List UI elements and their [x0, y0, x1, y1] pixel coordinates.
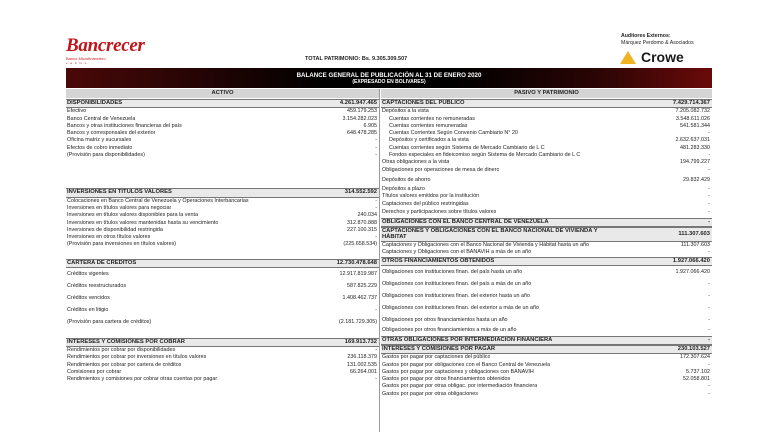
table-row — [381, 249, 712, 256]
section-row — [66, 99, 379, 108]
row-value: 29.832.429 — [683, 176, 710, 183]
row-value: - — [375, 346, 377, 353]
row-label: Cuentas corrientes remuneradas — [389, 122, 468, 129]
row-label: Fondos especiales en fideicomiso según Sistema de Mercado Cambiario de L C — [389, 152, 581, 159]
row-label: Obligaciones por otros financiamientos hasta un año — [382, 316, 508, 323]
row-value: 3.548.611.026 — [675, 115, 710, 122]
table-row — [66, 159, 379, 188]
table-row — [381, 242, 712, 249]
row-label: Colocaciones en Banco Central de Venezuela y Operaciones Interbancarias — [67, 197, 249, 204]
table-row — [381, 314, 712, 326]
row-value: 2.632.637.031 — [675, 137, 710, 144]
total-patrimonio: TOTAL PATRIMONIO: Bs. 9.305.309.507 — [305, 56, 408, 62]
row-value: - — [708, 383, 710, 390]
row-value: 481.283.330 — [680, 144, 710, 151]
row-value: 194.799.227 — [680, 159, 710, 166]
table-row — [381, 159, 712, 166]
row-label: Créditos vigentes — [67, 270, 109, 277]
section-row — [381, 257, 712, 266]
row-value: - — [708, 326, 710, 333]
row-label: Obligaciones con instituciones finan. del país a más de un año — [382, 280, 532, 287]
row-label: Obligaciones con instituciones finan. del exterior hasta un año — [382, 292, 531, 299]
row-value: 111.307.603 — [678, 230, 710, 237]
row-label: Obligaciones por otros financiamientos a más de un año — [382, 326, 517, 333]
table-row — [66, 123, 379, 130]
pasivo-table — [381, 99, 712, 398]
table-row — [381, 167, 712, 174]
row-label: Comisiones por cobrar — [67, 368, 122, 375]
row-value: 1.408.462.737 — [342, 294, 377, 301]
row-label: CAPTACIONES Y OBLIGACIONES CON EL BANCO NACIONAL DE VIVIENDA Y HÁBITAT — [382, 227, 598, 241]
row-label: Efectivo — [67, 108, 87, 115]
row-value: - — [375, 204, 377, 211]
row-label: Rendimientos por cobrar por disponibilidades — [67, 346, 176, 353]
row-label: Gastos por pagar por captaciones y obligaciones con BANAVIH — [382, 368, 534, 375]
row-label: Créditos vencidos — [67, 294, 110, 301]
bank-tagline-2: s.a.b.m.u. — [66, 61, 90, 65]
section-row — [381, 227, 712, 242]
row-label: CAPTACIONES DEL PÚBLICO — [382, 100, 465, 106]
table-row — [66, 268, 379, 280]
row-label: Depósitos a plazo — [382, 185, 425, 192]
row-label: Rendimientos por cobrar por inversiones en títulos valores — [67, 354, 207, 361]
table-row — [66, 152, 379, 159]
row-label: Efectos de cobro inmediato — [67, 144, 133, 151]
auditors-firm: Márquez Perdomo & Asociados — [621, 40, 694, 46]
table-row — [381, 186, 712, 193]
row-label: Gastos por pagar por obligaciones con el Banco Central de Venezuela — [382, 361, 551, 368]
row-value: 66.264.001 — [350, 368, 377, 375]
row-label: Rendimientos por cobrar por cartera de créditos — [67, 361, 182, 368]
table-row — [66, 212, 379, 219]
row-label: Captaciones y Obligaciones con el BANAVIH a más de un año — [382, 249, 532, 256]
row-value: - — [708, 130, 710, 137]
table-row — [381, 145, 712, 152]
row-value: - — [375, 376, 377, 383]
row-value: - — [708, 166, 710, 173]
row-label: OBLIGACIONES CON EL BANCO CENTRAL DE VENEZUELA — [382, 218, 549, 225]
row-value: - — [375, 197, 377, 204]
table-row — [381, 383, 712, 390]
row-label: INTERESES Y COMISIONES POR COBRAR — [67, 338, 185, 345]
table-row — [381, 208, 712, 218]
table-row — [66, 145, 379, 152]
row-value: 111.307.603 — [680, 241, 710, 248]
table-row — [381, 278, 712, 290]
table-row — [381, 174, 712, 186]
row-value: 7.205.082.732 — [675, 108, 710, 115]
section-row — [66, 259, 379, 268]
bank-tagline: Banco Microfinanciero — [66, 56, 106, 61]
row-label: OTROS FINANCIAMIENTOS OBTENIDOS — [382, 257, 495, 264]
row-value: 587.825.229 — [347, 282, 377, 289]
table-row — [66, 108, 379, 115]
row-value: - — [708, 390, 710, 397]
table-row — [66, 362, 379, 369]
auditors-block — [621, 33, 694, 47]
bank-logo — [66, 36, 145, 65]
row-label: Créditos en litigio — [67, 306, 109, 313]
table-row — [381, 152, 712, 159]
row-label: Cuentas corrientes según Sistema de Mercado Cambiario de L C — [389, 144, 545, 151]
row-label: Inversiones en otros títulos valores — [67, 234, 151, 241]
table-row — [381, 362, 712, 369]
table-row — [381, 290, 712, 302]
row-label: (Provisión para inversiones en títulos valores) — [67, 241, 177, 248]
row-label: Depósitos y certificados a la vista — [389, 137, 469, 144]
table-row — [66, 354, 379, 361]
row-value: - — [708, 249, 710, 256]
table-row — [381, 123, 712, 130]
table-row — [66, 292, 379, 304]
row-label: Depósitos a la vista — [382, 108, 429, 115]
auditors-label: Auditores Externos: — [621, 33, 671, 39]
row-value: 314.552.592 — [344, 189, 377, 196]
report-subtitle: (EXPRESADO EN BOLIVARES) — [352, 79, 426, 85]
table-row — [381, 130, 712, 137]
pasivo-header: PASIVO Y PATRIMONIO — [381, 89, 712, 98]
row-label: Captaciones y Obligaciones con el Banco Nacional de Vivienda y Hábitat hasta un año — [382, 241, 589, 248]
row-value: - — [375, 234, 377, 241]
row-value: (225.658.534) — [343, 241, 377, 248]
row-label: Cuentas Corrientes Según Convenio Cambiario N° 20 — [389, 130, 518, 137]
row-value: 6.905 — [363, 122, 377, 129]
table-row — [66, 376, 379, 383]
bank-name: Bancrecer — [66, 35, 145, 56]
table-row — [66, 220, 379, 227]
section-row — [381, 336, 712, 345]
crowe-wordmark: Crowe — [641, 49, 684, 65]
row-value: 648.478.285 — [347, 130, 377, 137]
row-label: INVERSIONES EN TÍTULOS VALORES — [67, 189, 172, 196]
row-label: (Provisión para cartera de créditos) — [67, 318, 152, 325]
row-value: 459.179.253 — [347, 108, 377, 115]
row-label: CARTERA DE CRÉDITOS — [67, 259, 137, 266]
row-value: - — [375, 137, 377, 144]
row-value: - — [375, 144, 377, 151]
row-label: Gastos por pagar por captaciones del público — [382, 354, 491, 361]
row-value: 131.002.535 — [347, 361, 377, 368]
row-label: Inversiones en títulos valores para negociar — [67, 204, 172, 211]
row-value: 541.581.344 — [680, 122, 710, 129]
row-value: 3.154.282.023 — [342, 115, 377, 122]
row-value: - — [708, 200, 710, 207]
row-value: - — [708, 185, 710, 192]
row-value: - — [708, 316, 710, 323]
table-row — [381, 266, 712, 278]
section-row — [66, 188, 379, 197]
section-row — [66, 338, 379, 347]
table-row — [66, 280, 379, 292]
report-banner — [66, 68, 712, 88]
activo-header: ACTIVO — [66, 89, 379, 98]
row-value: - — [708, 152, 710, 159]
row-value: 5.737.102 — [686, 368, 710, 375]
section-row — [381, 99, 712, 108]
table-row — [381, 302, 712, 314]
table-row — [66, 328, 379, 338]
table-row — [66, 137, 379, 144]
row-label: (Provisión para disponibilidades) — [67, 152, 145, 159]
table-row — [381, 193, 712, 200]
row-label: Bancos y corresponsales del exterior — [67, 130, 156, 137]
row-value: - — [708, 208, 710, 215]
table-row — [381, 369, 712, 376]
table-row — [66, 227, 379, 234]
row-value: 240.034 — [357, 212, 377, 219]
row-value: - — [708, 361, 710, 368]
table-row — [66, 316, 379, 328]
column-divider — [379, 89, 380, 432]
row-label: Gastos por pagar por otros financiamientos obtenidos — [382, 376, 511, 383]
row-value: 4.261.947.465 — [339, 100, 377, 106]
row-label: Gastos por pagar por otras obligaciones — [382, 390, 478, 397]
row-value: - — [708, 218, 710, 225]
row-value: 7.429.714.367 — [672, 100, 710, 106]
table-row — [66, 347, 379, 354]
table-row — [66, 116, 379, 123]
row-value: 230.103.527 — [677, 345, 710, 352]
row-label: Captaciones del público restringidas — [382, 200, 469, 207]
report-title: BALANCE GENERAL DE PUBLICACIÓN AL 31 DE ENERO 2020 — [296, 72, 482, 79]
row-label: Oficina matriz y sucursales — [67, 137, 132, 144]
row-value: - — [708, 304, 710, 311]
row-value: - — [708, 336, 710, 343]
row-value: - — [375, 306, 377, 313]
row-value: 227.100.315 — [347, 226, 377, 233]
row-label: Rendimientos y comisiones por cobrar otras cuentas por pagar — [67, 376, 218, 383]
row-label: Cuentas corrientes no remuneradas — [389, 115, 475, 122]
row-label: Títulos valores emitidos por la institución — [382, 193, 480, 200]
row-value: 172.307.624 — [680, 354, 710, 361]
row-label: Depósitos de ahorro — [382, 176, 431, 183]
row-value: (2.181.729.305) — [338, 318, 377, 325]
row-label: INTERESES Y COMISIONES POR PAGAR — [382, 345, 496, 352]
table-row — [66, 369, 379, 376]
row-value: 236.118.379 — [347, 354, 377, 361]
row-label: OTRAS OBLIGACIONES POR INTERMEDIACIÓN FINANCIERA — [382, 336, 553, 343]
row-value: - — [708, 292, 710, 299]
row-value: - — [375, 152, 377, 159]
table-row — [381, 354, 712, 361]
table-row — [381, 201, 712, 208]
table-row — [66, 249, 379, 259]
row-label: DISPONIBILIDADES — [67, 100, 123, 106]
section-row — [381, 218, 712, 227]
table-row — [381, 137, 712, 144]
table-row — [66, 130, 379, 137]
row-label: Obligaciones con instituciones finan. del país hasta un año — [382, 268, 523, 275]
row-label: Inversiones de disponibilidad restringida — [67, 226, 163, 233]
table-row — [381, 376, 712, 383]
crowe-logo — [620, 49, 684, 65]
row-label: Obligaciones con instituciones finan. del exterior a más de un año — [382, 304, 540, 311]
row-label: Otras obligaciones a la vista — [382, 159, 450, 166]
row-value: 169.913.732 — [344, 338, 377, 345]
row-label: Créditos reestructurados — [67, 282, 127, 289]
row-value: 12.917.819.987 — [339, 270, 377, 277]
row-label: Obligaciones por operaciones de mesa de dinero — [382, 166, 500, 173]
row-label: Banco Central de Venezuela — [67, 115, 136, 122]
section-row — [381, 345, 712, 354]
row-label: Bancos y otras instituciones financieras del país — [67, 122, 182, 129]
row-value: 12.730.478.648 — [336, 259, 377, 266]
table-row — [381, 108, 712, 115]
row-value: - — [708, 280, 710, 287]
table-row — [66, 234, 379, 241]
activo-table — [66, 99, 379, 383]
row-label: Derechos y participaciones sobre títulos valores — [382, 208, 497, 215]
table-row — [381, 116, 712, 123]
row-value: 52.058.801 — [683, 376, 710, 383]
table-row — [66, 198, 379, 205]
crowe-triangle-icon — [620, 51, 636, 64]
table-row — [66, 205, 379, 212]
row-value: 1.927.066.420 — [672, 257, 710, 264]
row-value: 312.870.888 — [347, 219, 377, 226]
row-label: Inversiones en títulos valores disponibles para la venta — [67, 212, 198, 219]
row-value: - — [708, 193, 710, 200]
row-value: 1.927.066.420 — [675, 268, 710, 275]
row-label: Inversiones en títulos valores mantenidas hasta su vencimiento — [67, 219, 219, 226]
table-row — [66, 241, 379, 248]
table-row — [381, 391, 712, 398]
table-row — [381, 326, 712, 336]
table-row — [66, 304, 379, 316]
row-label: Gastos por pagar por otras obligac. por intermediación financiera — [382, 383, 538, 390]
